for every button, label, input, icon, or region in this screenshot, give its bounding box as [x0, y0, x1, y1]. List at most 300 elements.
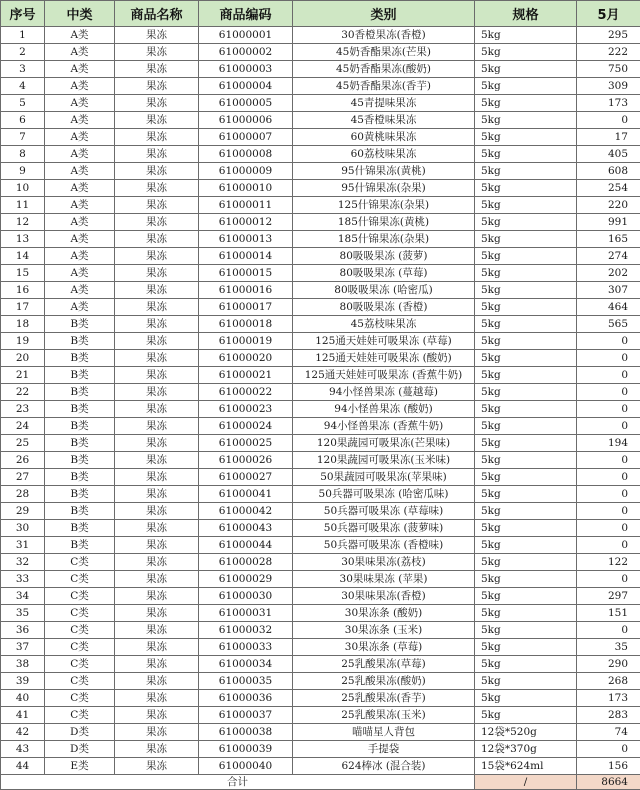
cell-category: 125什锦果冻(杂果)	[293, 197, 475, 214]
cell-spec: 5kg	[475, 401, 577, 418]
cell-seq: 28	[1, 486, 45, 503]
cell-spec: 5kg	[475, 350, 577, 367]
cell-quantity: 173	[577, 95, 640, 112]
cell-mid-class: A类	[45, 180, 115, 197]
cell-category: 80吸吸果冻 (草莓)	[293, 265, 475, 282]
cell-mid-class: B类	[45, 486, 115, 503]
cell-quantity: 295	[577, 27, 640, 44]
cell-category: 60荔枝味果冻	[293, 146, 475, 163]
header-seq: 序号	[1, 1, 45, 27]
cell-seq: 14	[1, 248, 45, 265]
cell-category: 80吸吸果冻 (哈密瓜)	[293, 282, 475, 299]
cell-product-code: 61000035	[199, 673, 293, 690]
cell-quantity: 0	[577, 520, 640, 537]
table-row	[1, 367, 640, 384]
table-row	[1, 214, 640, 231]
cell-mid-class: B类	[45, 435, 115, 452]
cell-spec: 5kg	[475, 418, 577, 435]
cell-spec: 5kg	[475, 486, 577, 503]
cell-spec: 5kg	[475, 231, 577, 248]
cell-category: 30果味果冻(荔枝)	[293, 554, 475, 571]
cell-seq: 22	[1, 384, 45, 401]
cell-mid-class: C类	[45, 639, 115, 656]
cell-spec: 5kg	[475, 503, 577, 520]
cell-spec: 12袋*520g	[475, 724, 577, 741]
cell-category: 45青提味果冻	[293, 95, 475, 112]
cell-seq: 2	[1, 44, 45, 61]
cell-quantity: 165	[577, 231, 640, 248]
cell-category: 50兵器可吸果冻 (香橙味)	[293, 537, 475, 554]
cell-seq: 36	[1, 622, 45, 639]
cell-product-code: 61000025	[199, 435, 293, 452]
cell-spec: 5kg	[475, 707, 577, 724]
cell-seq: 33	[1, 571, 45, 588]
cell-mid-class: A类	[45, 146, 115, 163]
cell-quantity: 464	[577, 299, 640, 316]
cell-product-name: 果冻	[115, 690, 199, 707]
cell-product-name: 果冻	[115, 333, 199, 350]
table-row	[1, 282, 640, 299]
cell-mid-class: A类	[45, 265, 115, 282]
cell-product-name: 果冻	[115, 452, 199, 469]
header-category: 类别	[293, 1, 475, 27]
cell-quantity: 268	[577, 673, 640, 690]
cell-category: 60黄桃味果冻	[293, 129, 475, 146]
cell-mid-class: A类	[45, 129, 115, 146]
cell-spec: 5kg	[475, 333, 577, 350]
cell-seq: 9	[1, 163, 45, 180]
cell-seq: 20	[1, 350, 45, 367]
cell-quantity: 608	[577, 163, 640, 180]
cell-mid-class: C类	[45, 656, 115, 673]
cell-mid-class: B类	[45, 452, 115, 469]
cell-seq: 42	[1, 724, 45, 741]
cell-product-code: 61000039	[199, 741, 293, 758]
cell-seq: 44	[1, 758, 45, 775]
cell-category: 30果冻条 (草莓)	[293, 639, 475, 656]
cell-seq: 25	[1, 435, 45, 452]
cell-category: 185什锦果冻(黄桃)	[293, 214, 475, 231]
cell-product-code: 61000036	[199, 690, 293, 707]
cell-quantity: 309	[577, 78, 640, 95]
cell-mid-class: A类	[45, 248, 115, 265]
cell-product-code: 61000044	[199, 537, 293, 554]
table-row	[1, 384, 640, 401]
cell-quantity: 0	[577, 367, 640, 384]
cell-category: 30果冻条 (玉米)	[293, 622, 475, 639]
table-row	[1, 724, 640, 741]
cell-spec: 5kg	[475, 61, 577, 78]
cell-seq: 23	[1, 401, 45, 418]
cell-spec: 12袋*370g	[475, 741, 577, 758]
cell-spec: 5kg	[475, 656, 577, 673]
cell-spec: 5kg	[475, 605, 577, 622]
cell-seq: 19	[1, 333, 45, 350]
cell-product-name: 果冻	[115, 758, 199, 775]
cell-quantity: 156	[577, 758, 640, 775]
cell-category: 125通天娃娃可吸果冻 (酸奶)	[293, 350, 475, 367]
cell-spec: 5kg	[475, 129, 577, 146]
cell-product-code: 61000014	[199, 248, 293, 265]
cell-product-name: 果冻	[115, 486, 199, 503]
cell-category: 喵喵星人背包	[293, 724, 475, 741]
cell-spec: 5kg	[475, 316, 577, 333]
cell-product-name: 果冻	[115, 724, 199, 741]
cell-seq: 29	[1, 503, 45, 520]
cell-quantity: 297	[577, 588, 640, 605]
cell-category: 25乳酸果冻(香芋)	[293, 690, 475, 707]
cell-product-code: 61000024	[199, 418, 293, 435]
cell-category: 94小怪兽果冻 (蔓越莓)	[293, 384, 475, 401]
cell-spec: 5kg	[475, 78, 577, 95]
cell-category: 95什锦果冻(杂果)	[293, 180, 475, 197]
cell-product-code: 61000013	[199, 231, 293, 248]
cell-product-name: 果冻	[115, 214, 199, 231]
cell-product-code: 61000031	[199, 605, 293, 622]
cell-quantity: 0	[577, 486, 640, 503]
cell-product-name: 果冻	[115, 401, 199, 418]
cell-mid-class: C类	[45, 673, 115, 690]
cell-category: 25乳酸果冻(酸奶)	[293, 673, 475, 690]
cell-category: 30香橙果冻(香橙)	[293, 27, 475, 44]
cell-quantity: 0	[577, 418, 640, 435]
cell-mid-class: B类	[45, 503, 115, 520]
cell-spec: 5kg	[475, 469, 577, 486]
cell-quantity: 565	[577, 316, 640, 333]
cell-product-name: 果冻	[115, 418, 199, 435]
cell-product-code: 61000037	[199, 707, 293, 724]
table-row	[1, 299, 640, 316]
cell-product-name: 果冻	[115, 44, 199, 61]
cell-quantity: 173	[577, 690, 640, 707]
cell-quantity: 0	[577, 401, 640, 418]
cell-mid-class: C类	[45, 588, 115, 605]
cell-product-code: 61000001	[199, 27, 293, 44]
cell-product-name: 果冻	[115, 469, 199, 486]
cell-quantity: 220	[577, 197, 640, 214]
cell-quantity: 222	[577, 44, 640, 61]
cell-product-name: 果冻	[115, 231, 199, 248]
cell-quantity: 0	[577, 452, 640, 469]
cell-category: 30果味果冻(香橙)	[293, 588, 475, 605]
cell-spec: 5kg	[475, 112, 577, 129]
cell-category: 185什锦果冻(杂果)	[293, 231, 475, 248]
cell-mid-class: A类	[45, 95, 115, 112]
cell-product-code: 61000026	[199, 452, 293, 469]
table-row	[1, 571, 640, 588]
cell-spec: 5kg	[475, 571, 577, 588]
cell-quantity: 0	[577, 469, 640, 486]
cell-product-code: 61000011	[199, 197, 293, 214]
cell-category: 125通天娃娃可吸果冻 (草莓)	[293, 333, 475, 350]
cell-category: 45奶香酯果冻(香芋)	[293, 78, 475, 95]
cell-mid-class: A类	[45, 299, 115, 316]
table-row	[1, 452, 640, 469]
cell-seq: 24	[1, 418, 45, 435]
cell-spec: 5kg	[475, 435, 577, 452]
cell-category: 80吸吸果冻 (菠萝)	[293, 248, 475, 265]
cell-product-name: 果冻	[115, 146, 199, 163]
cell-product-code: 61000005	[199, 95, 293, 112]
cell-product-code: 61000016	[199, 282, 293, 299]
cell-seq: 30	[1, 520, 45, 537]
cell-seq: 39	[1, 673, 45, 690]
cell-product-code: 61000034	[199, 656, 293, 673]
cell-mid-class: C类	[45, 554, 115, 571]
cell-product-name: 果冻	[115, 78, 199, 95]
cell-category: 25乳酸果冻(玉米)	[293, 707, 475, 724]
cell-spec: 5kg	[475, 690, 577, 707]
cell-category: 80吸吸果冻 (香橙)	[293, 299, 475, 316]
cell-product-name: 果冻	[115, 503, 199, 520]
cell-mid-class: B类	[45, 350, 115, 367]
cell-product-name: 果冻	[115, 197, 199, 214]
table-row	[1, 656, 640, 673]
cell-quantity: 202	[577, 265, 640, 282]
cell-product-name: 果冻	[115, 265, 199, 282]
cell-seq: 16	[1, 282, 45, 299]
table-row	[1, 129, 640, 146]
cell-quantity: 0	[577, 350, 640, 367]
header-spec: 规格	[475, 1, 577, 27]
cell-category: 624棒冰 (混合装)	[293, 758, 475, 775]
cell-product-code: 61000020	[199, 350, 293, 367]
cell-quantity: 254	[577, 180, 640, 197]
cell-product-code: 61000040	[199, 758, 293, 775]
cell-spec: 5kg	[475, 537, 577, 554]
cell-product-code: 61000010	[199, 180, 293, 197]
cell-seq: 21	[1, 367, 45, 384]
cell-quantity: 283	[577, 707, 640, 724]
table-row	[1, 418, 640, 435]
cell-mid-class: B类	[45, 367, 115, 384]
table-row	[1, 112, 640, 129]
cell-mid-class: D类	[45, 741, 115, 758]
cell-spec: 5kg	[475, 673, 577, 690]
cell-quantity: 122	[577, 554, 640, 571]
cell-spec: 5kg	[475, 163, 577, 180]
cell-quantity: 35	[577, 639, 640, 656]
cell-spec: 5kg	[475, 622, 577, 639]
cell-product-code: 61000012	[199, 214, 293, 231]
cell-product-name: 果冻	[115, 316, 199, 333]
cell-seq: 40	[1, 690, 45, 707]
cell-seq: 38	[1, 656, 45, 673]
cell-mid-class: B类	[45, 333, 115, 350]
cell-quantity: 17	[577, 129, 640, 146]
cell-spec: 5kg	[475, 554, 577, 571]
table-row	[1, 622, 640, 639]
cell-mid-class: E类	[45, 758, 115, 775]
cell-category: 45香橙味果冻	[293, 112, 475, 129]
cell-product-name: 果冻	[115, 350, 199, 367]
cell-mid-class: D类	[45, 724, 115, 741]
table-row	[1, 44, 640, 61]
cell-mid-class: C类	[45, 622, 115, 639]
cell-seq: 6	[1, 112, 45, 129]
cell-product-code: 61000003	[199, 61, 293, 78]
cell-seq: 1	[1, 27, 45, 44]
cell-product-name: 果冻	[115, 707, 199, 724]
cell-product-code: 61000008	[199, 146, 293, 163]
cell-spec: 5kg	[475, 197, 577, 214]
cell-mid-class: A类	[45, 197, 115, 214]
cell-mid-class: B类	[45, 418, 115, 435]
table-row	[1, 231, 640, 248]
table-row	[1, 758, 640, 775]
cell-category: 50兵器可吸果冻 (草莓味)	[293, 503, 475, 520]
header-row	[1, 1, 640, 27]
cell-mid-class: C类	[45, 690, 115, 707]
cell-product-name: 果冻	[115, 180, 199, 197]
cell-category: 120果蔬园可吸果冻(玉米味)	[293, 452, 475, 469]
table-row	[1, 265, 640, 282]
cell-product-name: 果冻	[115, 537, 199, 554]
cell-category: 手提袋	[293, 741, 475, 758]
cell-spec: 5kg	[475, 452, 577, 469]
cell-product-name: 果冻	[115, 571, 199, 588]
cell-product-name: 果冻	[115, 61, 199, 78]
cell-spec: 5kg	[475, 639, 577, 656]
cell-seq: 41	[1, 707, 45, 724]
cell-quantity: 290	[577, 656, 640, 673]
table-row	[1, 197, 640, 214]
cell-spec: 5kg	[475, 282, 577, 299]
table-row	[1, 180, 640, 197]
table-row	[1, 520, 640, 537]
cell-mid-class: A类	[45, 61, 115, 78]
cell-spec: 5kg	[475, 299, 577, 316]
cell-product-code: 61000032	[199, 622, 293, 639]
cell-seq: 17	[1, 299, 45, 316]
cell-seq: 4	[1, 78, 45, 95]
table-row	[1, 605, 640, 622]
cell-mid-class: A类	[45, 78, 115, 95]
cell-product-code: 61000043	[199, 520, 293, 537]
cell-product-name: 果冻	[115, 367, 199, 384]
header-month: 5月	[577, 1, 640, 27]
table-row	[1, 61, 640, 78]
cell-mid-class: C类	[45, 571, 115, 588]
total-quantity: 8664	[577, 775, 640, 790]
cell-category: 45奶香酯果冻(芒果)	[293, 44, 475, 61]
cell-mid-class: C类	[45, 605, 115, 622]
cell-product-name: 果冻	[115, 299, 199, 316]
cell-product-code: 61000007	[199, 129, 293, 146]
table-row	[1, 503, 640, 520]
cell-product-name: 果冻	[115, 248, 199, 265]
cell-spec: 5kg	[475, 95, 577, 112]
cell-seq: 37	[1, 639, 45, 656]
cell-seq: 5	[1, 95, 45, 112]
cell-category: 45荔枝味果冻	[293, 316, 475, 333]
cell-product-name: 果冻	[115, 605, 199, 622]
cell-quantity: 194	[577, 435, 640, 452]
cell-mid-class: B类	[45, 316, 115, 333]
cell-category: 45奶香酯果冻(酸奶)	[293, 61, 475, 78]
table-row	[1, 537, 640, 554]
table-row	[1, 469, 640, 486]
cell-product-code: 61000041	[199, 486, 293, 503]
cell-spec: 5kg	[475, 367, 577, 384]
cell-mid-class: B类	[45, 401, 115, 418]
cell-category: 25乳酸果冻(草莓)	[293, 656, 475, 673]
header-mid-class: 中类	[45, 1, 115, 27]
cell-product-code: 61000006	[199, 112, 293, 129]
cell-category: 50果蔬园可吸果冻(苹果味)	[293, 469, 475, 486]
table-row	[1, 673, 640, 690]
table-row	[1, 248, 640, 265]
total-row	[1, 775, 640, 790]
cell-seq: 13	[1, 231, 45, 248]
cell-product-code: 61000018	[199, 316, 293, 333]
table-row	[1, 435, 640, 452]
cell-product-name: 果冻	[115, 673, 199, 690]
cell-product-code: 61000029	[199, 571, 293, 588]
cell-product-name: 果冻	[115, 656, 199, 673]
cell-quantity: 0	[577, 384, 640, 401]
header-product-code: 商品编码	[199, 1, 293, 27]
cell-category: 94小怪兽果冻 (香蕉牛奶)	[293, 418, 475, 435]
table-row	[1, 588, 640, 605]
cell-product-code: 61000028	[199, 554, 293, 571]
cell-seq: 35	[1, 605, 45, 622]
cell-spec: 5kg	[475, 44, 577, 61]
cell-quantity: 0	[577, 741, 640, 758]
table-row	[1, 690, 640, 707]
total-label: 合计	[1, 775, 475, 790]
cell-product-code: 61000015	[199, 265, 293, 282]
table-row	[1, 486, 640, 503]
table-row	[1, 350, 640, 367]
cell-seq: 7	[1, 129, 45, 146]
cell-quantity: 307	[577, 282, 640, 299]
cell-product-name: 果冻	[115, 282, 199, 299]
cell-product-name: 果冻	[115, 95, 199, 112]
cell-seq: 32	[1, 554, 45, 571]
cell-mid-class: B类	[45, 537, 115, 554]
cell-mid-class: A类	[45, 163, 115, 180]
cell-product-name: 果冻	[115, 27, 199, 44]
cell-product-name: 果冻	[115, 520, 199, 537]
cell-seq: 11	[1, 197, 45, 214]
cell-quantity: 74	[577, 724, 640, 741]
table-row	[1, 95, 640, 112]
cell-spec: 5kg	[475, 265, 577, 282]
cell-seq: 8	[1, 146, 45, 163]
cell-mid-class: A类	[45, 282, 115, 299]
cell-product-name: 果冻	[115, 112, 199, 129]
cell-spec: 5kg	[475, 146, 577, 163]
cell-product-name: 果冻	[115, 435, 199, 452]
cell-product-code: 61000009	[199, 163, 293, 180]
cell-seq: 12	[1, 214, 45, 231]
cell-quantity: 0	[577, 537, 640, 554]
cell-spec: 5kg	[475, 214, 577, 231]
cell-category: 120果蔬园可吸果冻(芒果味)	[293, 435, 475, 452]
cell-quantity: 0	[577, 622, 640, 639]
table-row	[1, 27, 640, 44]
cell-mid-class: B类	[45, 520, 115, 537]
cell-spec: 5kg	[475, 588, 577, 605]
cell-quantity: 0	[577, 503, 640, 520]
cell-category: 95什锦果冻(黄桃)	[293, 163, 475, 180]
cell-spec: 5kg	[475, 248, 577, 265]
cell-product-name: 果冻	[115, 741, 199, 758]
cell-product-code: 61000042	[199, 503, 293, 520]
cell-quantity: 0	[577, 571, 640, 588]
table-row	[1, 639, 640, 656]
